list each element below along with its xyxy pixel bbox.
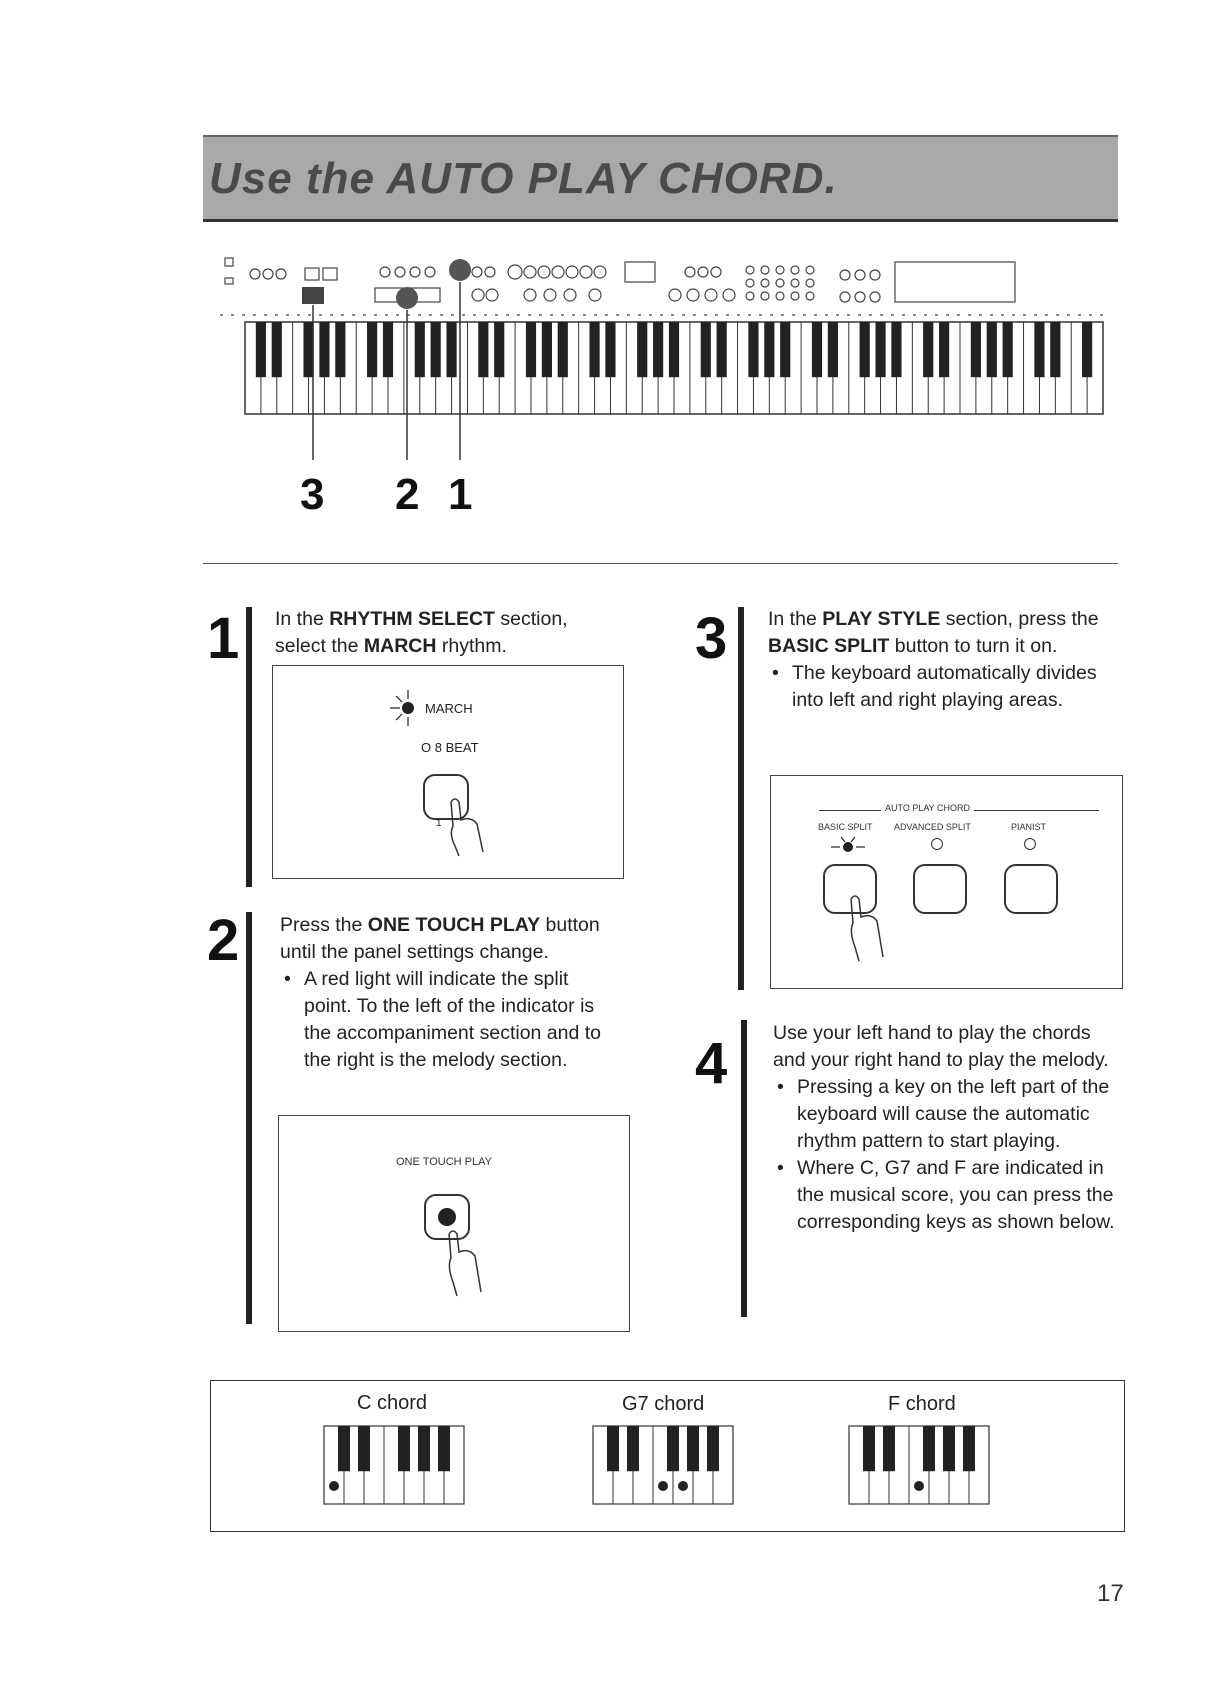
lit-led-icon [828,832,868,862]
step-2-bar [246,912,252,1324]
callout-1: 1 [448,470,473,519]
advanced-split-button [913,864,967,914]
step-4-bullet-1: • Pressing a key on the left part of the keyboard will cause the automatic rhythm pattern to start playing. [773,1074,1123,1155]
chord-label-c: C chord [357,1392,428,1414]
pianist-button [1004,864,1058,914]
pressed-key-dot [678,1481,688,1491]
pressed-key-dot [329,1481,339,1491]
pressed-key-dot [914,1481,924,1491]
pointing-hand-icon [429,1226,489,1306]
step-3-bullet: • The keyboard automatically divides into left and right playing areas. [768,660,1118,714]
march-label: MARCH [425,701,473,716]
step-4-number: 4 [695,1031,728,1096]
step-2-text: Press the ONE TOUCH PLAY button until the panel settings change. • A red light will indicate the split point. To the left of the indicator is the accompaniment section and to the right is the melody section. [280,912,620,1074]
step-3-text: In the PLAY STYLE section, press the BASIC SPLIT button to turn it on. • The keyboard automatically divides into left and right playing areas. [768,606,1118,714]
one-touch-play-marker [396,287,418,309]
chord-keys-f [848,1425,990,1506]
keyboard-illustration [220,250,1110,515]
basic-split-label: BASIC SPLIT [818,822,873,832]
chord-keys-g7 [592,1425,734,1506]
step-2-bullet: • A red light will indicate the split point. To the left of the indicator is the accompaniment section and to the right is the melody section. [280,966,620,1074]
led-off-icon [931,838,943,850]
pointing-hand-icon [431,794,491,864]
step-3-bar [738,607,744,990]
step-2-figure [278,1115,630,1332]
auto-play-chord-label: AUTO PLAY CHORD [881,803,974,813]
page-number: 17 [1097,1580,1124,1607]
step-1-bar [246,607,252,887]
march-button-marker [449,259,471,281]
led-off-icon [1024,838,1036,850]
step-4-text: Use your left hand to play the chords and your right hand to play the melody. • Pressing a key on the left part of the keyboard will cause the automatic rhythm pattern to start playing. • Where C, G7 and F are indicated in the musical score, you can press the corresponding keys as shown below. [773,1020,1123,1236]
led-off-icon: O [421,740,432,755]
section-title: Use the AUTO PLAY CHORD. [209,154,838,203]
button-number: 1 [436,818,442,829]
keyboard-keys [245,322,1103,414]
step-1-text: In the RHYTHM SELECT section, select the MARCH rhythm. [275,608,568,657]
pianist-label: PIANIST [1011,822,1047,832]
title-banner [203,135,1118,222]
step-3-figure [770,775,1123,989]
divider [203,563,1118,564]
chord-label-f: F chord [888,1393,956,1415]
pressed-key-dot [658,1481,668,1491]
callout-2: 2 [395,470,420,519]
lit-led-icon [438,1208,456,1226]
step-3-number: 3 [695,606,728,671]
lit-led-icon [388,688,428,728]
one-touch-play-label: ONE TOUCH PLAY [396,1156,492,1168]
step-1-figure [272,665,624,879]
advanced-split-label: ADVANCED SPLIT [894,822,971,832]
step-2-number: 2 [207,908,240,973]
chord-label-g7: G7 chord [622,1393,705,1415]
step-1-number: 1 [207,606,240,671]
callout-3: 3 [300,470,325,519]
beat-label: O 8 BEAT [421,740,479,755]
basic-split-marker [302,287,324,304]
chord-keys-c [323,1425,465,1506]
pointing-hand-icon [831,891,891,971]
control-panel [220,258,1110,315]
step-4-bar [741,1020,747,1317]
step-4-bullet-2: • Where C, G7 and F are indicated in the musical score, you can press the corresponding keys as shown below. [773,1155,1123,1236]
